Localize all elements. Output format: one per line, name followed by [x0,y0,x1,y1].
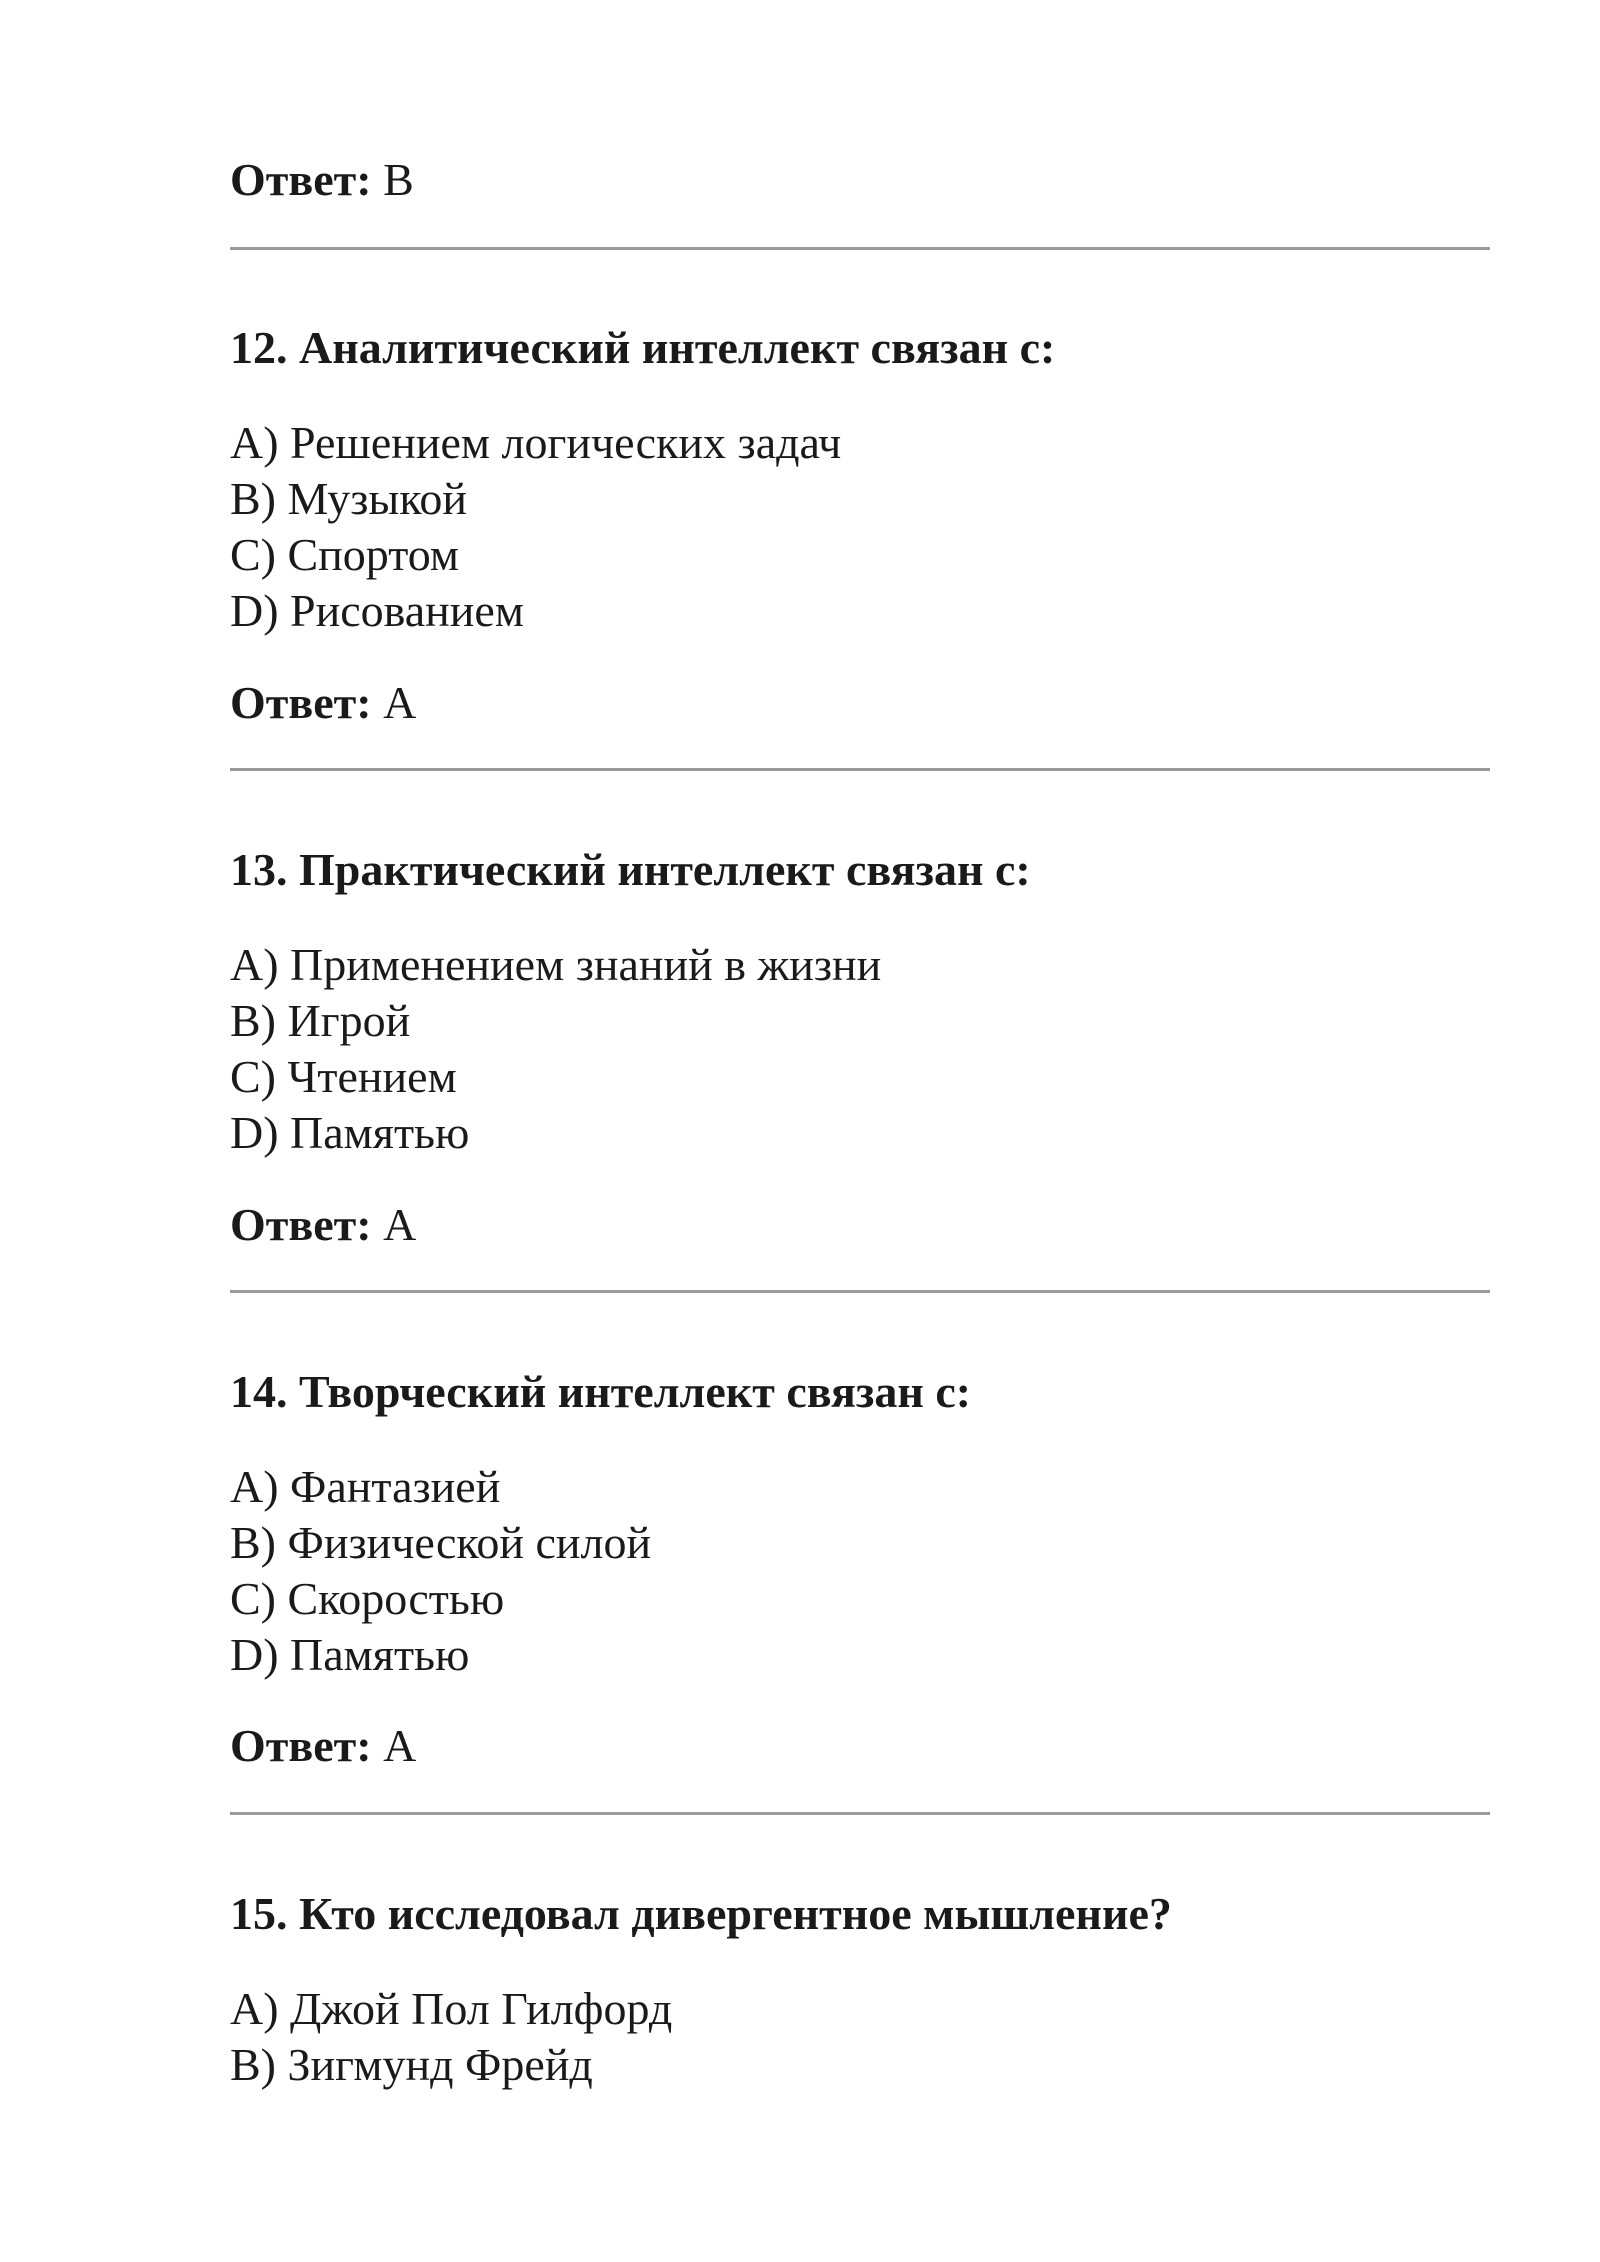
answer-line [230,675,416,731]
option-b: B) Зигмунд Фрейд [230,2039,593,2090]
answer-label: Ответ: [230,1720,372,1771]
option-c: C) Чтением [230,1051,457,1102]
divider [230,768,1490,771]
answer-value: A [383,1199,417,1250]
option-a: A) Решением логических задач [230,417,842,468]
question-title: 14. Творческий интеллект связан с: [230,1366,972,1417]
answer-line [230,1197,416,1253]
answer-value: A [383,677,417,728]
answer-value: A [383,1720,417,1771]
divider [230,1290,1490,1293]
question-title: 12. Аналитический интеллект связан с: [230,322,1056,373]
answer-label: Ответ: [230,677,372,728]
question-title: 13. Практический интеллект связан с: [230,844,1031,895]
answer-label: Ответ: [230,154,372,205]
option-a: A) Джой Пол Гилфорд [230,1983,673,2034]
answer-value: B [383,154,414,205]
option-a: A) Применением знаний в жизни [230,939,882,990]
option-d: D) Памятью [230,1629,470,1680]
answer-options [230,415,841,639]
answer-options [230,937,881,1161]
answer-line [230,152,414,208]
divider [230,247,1490,250]
answer-line [230,1718,416,1774]
answer-options [230,1981,672,2093]
question-title: 15. Кто исследовал дивергентное мышление? [230,1888,1172,1939]
option-d: D) Памятью [230,1107,470,1158]
option-a: A) Фантазией [230,1461,501,1512]
option-d: D) Рисованием [230,585,524,636]
answer-options [230,1459,651,1683]
option-c: C) Спортом [230,529,459,580]
option-b: B) Игрой [230,995,411,1046]
answer-label: Ответ: [230,1199,372,1250]
divider [230,1812,1490,1815]
option-c: C) Скоростью [230,1573,505,1624]
option-b: B) Физической силой [230,1517,652,1568]
option-b: B) Музыкой [230,473,467,524]
